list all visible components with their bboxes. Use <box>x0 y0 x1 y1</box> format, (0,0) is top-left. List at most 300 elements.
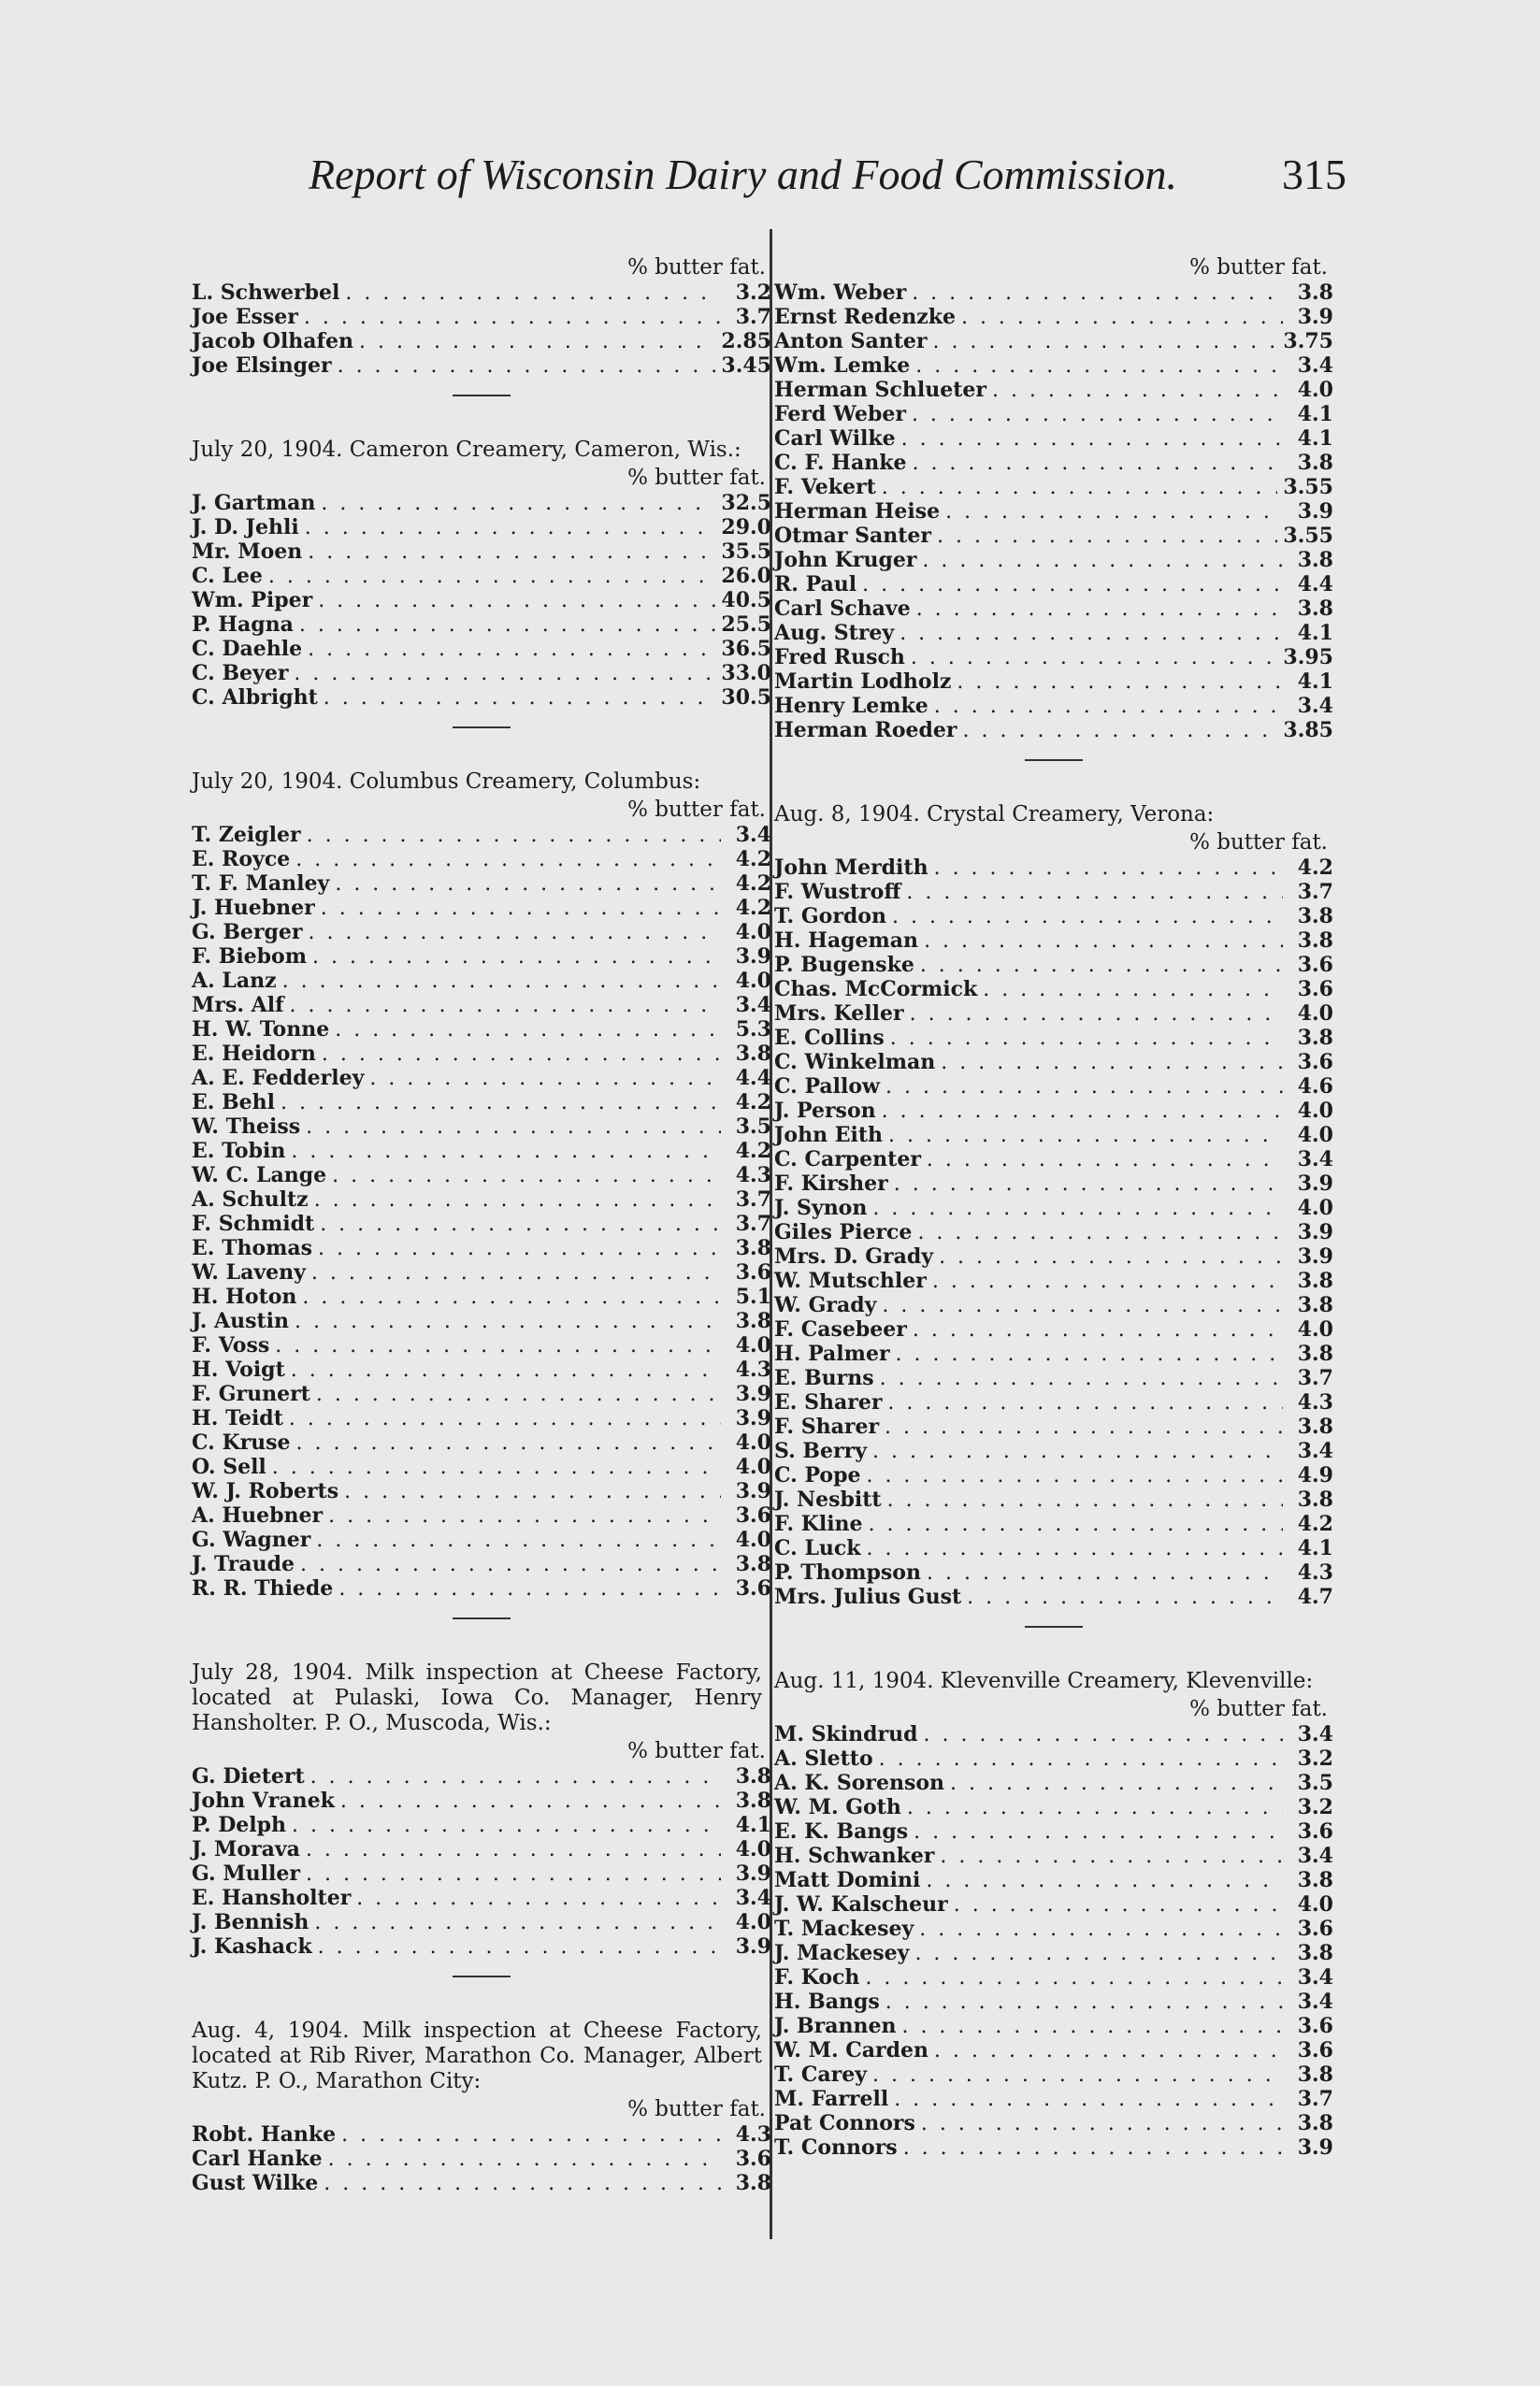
dot-leader <box>888 1124 1283 1148</box>
butter-fat-value: 3.5 <box>1297 1771 1333 1795</box>
dot-leader <box>967 1586 1283 1610</box>
patron-name: E. Tobin <box>192 1139 286 1163</box>
butter-fat-value: 3.4 <box>1297 353 1333 378</box>
patron-name: J. Brannen <box>774 2014 897 2038</box>
patron-row <box>192 353 771 378</box>
butter-fat-value: 3.9 <box>735 1382 771 1406</box>
dot-leader <box>912 281 1283 306</box>
dot-leader <box>894 1172 1283 1197</box>
patron-row <box>774 280 1333 305</box>
butter-fat-value: 30.5 <box>721 685 771 710</box>
patron-name: P. Hagna <box>192 612 294 637</box>
butter-fat-value: 4.0 <box>735 1528 771 1552</box>
report-section <box>192 769 771 1601</box>
patron-row <box>192 1789 771 1813</box>
patron-name: E. K. Bangs <box>774 1819 909 1844</box>
patron-name: Wm. Lemke <box>774 353 911 378</box>
patron-row <box>774 451 1333 475</box>
butter-fat-value: 3.4 <box>1297 1147 1333 1171</box>
patron-name: Jacob Olhafen <box>192 329 354 353</box>
patron-name: W. Theiss <box>192 1114 301 1139</box>
patron-row <box>774 426 1333 451</box>
patron-name: F. Wustroff <box>774 880 901 904</box>
patron-row <box>774 1771 1333 1795</box>
patron-row <box>192 1886 771 1910</box>
dot-leader <box>961 306 1283 330</box>
dot-leader <box>314 1188 721 1213</box>
patron-name: Martin Lodholz <box>774 669 952 694</box>
dot-leader <box>324 686 716 711</box>
patron-row <box>192 1934 771 1959</box>
patron-name: W. Mutschler <box>774 1269 927 1293</box>
patron-row <box>192 1260 771 1285</box>
patron-name: G. Wagner <box>192 1528 311 1552</box>
dot-leader <box>318 589 715 613</box>
patron-row <box>192 2171 771 2195</box>
dot-leader <box>291 1358 721 1383</box>
dot-leader <box>345 281 721 306</box>
patron-row <box>774 2087 1333 2111</box>
dot-leader <box>316 1383 721 1407</box>
patron-row <box>774 928 1333 953</box>
butter-fat-value: 4.4 <box>1297 572 1333 596</box>
dot-leader <box>887 1391 1283 1416</box>
patron-name: F. Vekert <box>774 475 876 499</box>
patron-name: Otmar Santer <box>774 524 931 548</box>
butter-fat-value: 36.5 <box>721 637 771 661</box>
patron-name: E. Burns <box>774 1366 874 1390</box>
butter-fat-value: 3.9 <box>735 944 771 969</box>
butter-fat-value: 5.1 <box>735 1285 771 1309</box>
butter-fat-value: 4.1 <box>1297 621 1333 645</box>
patron-name: F. Voss <box>192 1333 270 1358</box>
butter-fat-value: 3.6 <box>1297 2038 1333 2063</box>
patron-row <box>192 685 771 710</box>
dot-leader <box>992 379 1283 403</box>
butter-fat-value: 3.6 <box>735 1503 771 1528</box>
patron-name: W. C. Lange <box>192 1163 327 1187</box>
butter-fat-value: 3.8 <box>735 1552 771 1576</box>
patron-name: Carl Schave <box>774 596 911 621</box>
patron-name: A. K. Sorenson <box>774 1771 945 1795</box>
butter-fat-value: 3.8 <box>1297 1269 1333 1293</box>
dot-leader <box>308 540 715 565</box>
butter-fat-value: 3.8 <box>1297 451 1333 475</box>
dot-leader <box>900 622 1283 646</box>
patron-name: Gust Wilke <box>192 2171 319 2195</box>
patron-name: E. Royce <box>192 847 291 871</box>
dot-leader <box>890 1027 1283 1051</box>
patron-row <box>192 661 771 685</box>
butter-fat-value: 3.8 <box>735 1789 771 1813</box>
patron-row <box>774 880 1333 904</box>
patron-row <box>774 1941 1333 1965</box>
butter-fat-value: 40.5 <box>721 588 771 612</box>
patron-row <box>192 1139 771 1163</box>
dot-leader <box>934 856 1283 881</box>
patron-name: C. Pallow <box>774 1074 880 1099</box>
patron-row <box>774 1965 1333 1990</box>
patron-row <box>192 920 771 944</box>
patron-row <box>192 1358 771 1382</box>
dot-leader <box>300 1553 721 1577</box>
patron-name: H. Hageman <box>774 928 919 953</box>
patron-row <box>774 1220 1333 1244</box>
left-column <box>192 252 771 2195</box>
butter-fat-value: 3.6 <box>735 1576 771 1601</box>
butter-fat-value: 3.8 <box>735 2171 771 2195</box>
patron-row <box>192 1528 771 1552</box>
dot-leader <box>865 1966 1283 1991</box>
patron-row <box>774 499 1333 524</box>
dot-leader <box>885 1416 1283 1440</box>
patron-name: Aug. Strey <box>774 621 895 645</box>
patron-row <box>774 548 1333 572</box>
section-separator <box>1025 759 1083 761</box>
patron-name: Mrs. Julius Gust <box>774 1585 962 1609</box>
patron-name: Wm. Piper <box>192 588 313 612</box>
butter-fat-value: 3.8 <box>735 1042 771 1066</box>
dot-leader <box>332 1164 721 1188</box>
dot-leader <box>885 1075 1283 1100</box>
butter-fat-value: 3.9 <box>1297 1244 1333 1269</box>
patron-name: A. Schultz <box>192 1187 309 1212</box>
dot-leader <box>901 2015 1283 2039</box>
patron-row <box>774 1099 1333 1123</box>
butter-fat-value: 3.55 <box>1283 524 1333 548</box>
dot-leader <box>894 2088 1283 2112</box>
patron-name: Giles Pierce <box>774 1220 913 1244</box>
dot-leader <box>306 1838 721 1862</box>
patron-name: C. Lee <box>192 564 263 588</box>
patron-name: C. Albright <box>192 685 318 710</box>
patron-row <box>192 1813 771 1837</box>
patron-row <box>192 1503 771 1528</box>
patron-row <box>192 969 771 993</box>
butter-fat-value: 4.0 <box>735 969 771 993</box>
dot-leader <box>872 1197 1283 1221</box>
patron-row <box>192 1455 771 1479</box>
patron-row <box>192 539 771 564</box>
patron-row <box>192 1236 771 1260</box>
patron-name: W. M. Carden <box>774 2038 928 2063</box>
patron-row <box>774 1868 1333 1892</box>
butter-fat-value: 4.3 <box>735 2122 771 2147</box>
patron-row <box>774 1819 1333 1844</box>
patron-name: F. Biebom <box>192 944 308 969</box>
patron-name: Robt. Hanke <box>192 2122 337 2147</box>
dot-leader <box>922 549 1283 573</box>
patron-name: J. W. Kalscheur <box>774 1892 948 1917</box>
butter-fat-value: 4.0 <box>1297 1123 1333 1147</box>
dot-leader <box>308 921 721 945</box>
butter-fat-value: 3.8 <box>1297 2063 1333 2087</box>
patron-name: W. Grady <box>774 1293 877 1317</box>
butter-fat-value: 3.8 <box>1297 904 1333 928</box>
patron-name: Ferd Weber <box>774 402 906 426</box>
dot-leader <box>338 354 716 379</box>
dot-leader <box>292 1814 721 1838</box>
dot-leader <box>340 1790 721 1814</box>
patron-row <box>192 1066 771 1090</box>
butter-fat-value: 3.8 <box>1297 596 1333 621</box>
butter-fat-value: 3.9 <box>1297 1171 1333 1196</box>
dot-leader <box>304 306 721 330</box>
dot-leader <box>950 1772 1283 1796</box>
butter-fat-value: 3.7 <box>735 305 771 329</box>
dot-leader <box>295 1310 721 1334</box>
dot-leader <box>921 2112 1283 2136</box>
patron-name: A. Sletto <box>774 1746 873 1771</box>
butter-fat-value: 32.5 <box>721 491 771 515</box>
butter-fat-value: 4.0 <box>735 920 771 944</box>
patron-name: J. Nesbitt <box>774 1488 882 1512</box>
patron-row <box>774 2111 1333 2135</box>
butter-fat-value: 3.6 <box>1297 1819 1333 1844</box>
section-heading: July 20, 1904. Cameron Creamery, Cameron, Wis.: <box>192 438 741 462</box>
patron-name: C. Daehle <box>192 637 303 661</box>
patron-row <box>774 1074 1333 1099</box>
butter-fat-value: 4.0 <box>735 1333 771 1358</box>
butter-fat-value: 3.2 <box>1297 1795 1333 1819</box>
patron-row <box>192 305 771 329</box>
patron-row <box>774 669 1333 694</box>
page-number: 315 <box>1282 151 1346 198</box>
butter-fat-value: 4.3 <box>1297 1560 1333 1585</box>
patron-row <box>774 1512 1333 1536</box>
butter-fat-value: 3.8 <box>735 1764 771 1789</box>
patron-name: Herman Roeder <box>774 718 957 742</box>
dot-leader <box>945 500 1283 525</box>
patron-name: P. Bugenske <box>774 953 914 977</box>
butter-fat-value: 3.8 <box>1297 280 1333 305</box>
dot-leader <box>318 1237 721 1261</box>
patron-name: J. Mackesey <box>774 1941 910 1965</box>
patron-row <box>774 1463 1333 1488</box>
patron-row <box>774 475 1333 499</box>
dot-leader <box>291 1140 721 1164</box>
dot-leader <box>924 929 1283 954</box>
patron-row <box>774 694 1333 718</box>
dot-leader <box>369 1067 721 1091</box>
patron-name: J. Huebner <box>192 896 315 920</box>
dot-leader <box>940 1845 1283 1869</box>
dot-leader <box>927 1561 1283 1586</box>
patron-name: C. F. Hanke <box>774 451 907 475</box>
patron-row <box>774 1585 1333 1609</box>
dot-leader <box>954 1893 1283 1918</box>
patron-name: Herman Heise <box>774 499 941 524</box>
patron-row <box>192 1430 771 1455</box>
dot-leader <box>306 1115 721 1140</box>
patron-row <box>192 564 771 588</box>
patron-row <box>192 2122 771 2147</box>
patron-row <box>774 645 1333 669</box>
dot-leader <box>901 427 1283 452</box>
patron-row <box>774 1390 1333 1415</box>
dot-leader <box>934 695 1283 719</box>
patron-name: C. Carpenter <box>774 1147 921 1171</box>
patron-row <box>192 2147 771 2171</box>
right-column <box>774 252 1333 2160</box>
report-section <box>774 254 1333 742</box>
butter-fat-value: 3.4 <box>1297 1844 1333 1868</box>
patron-name: John Merdith <box>774 855 928 880</box>
butter-fat-value: 4.0 <box>735 1837 771 1861</box>
butter-fat-value: 5.3 <box>735 1017 771 1042</box>
butter-fat-value: 3.8 <box>1297 1026 1333 1050</box>
patron-name: Herman Schlueter <box>774 378 986 402</box>
butter-fat-value: 3.6 <box>1297 977 1333 1001</box>
patron-name: H. Palmer <box>774 1342 890 1366</box>
patron-row <box>774 977 1333 1001</box>
patron-row <box>192 1285 771 1309</box>
patron-name: E. Sharer <box>774 1390 883 1415</box>
patron-name: C. Winkelman <box>774 1050 936 1074</box>
butter-fat-value: 3.8 <box>1297 1941 1333 1965</box>
butter-fat-value: 4.2 <box>1297 1512 1333 1536</box>
patron-row <box>774 1244 1333 1269</box>
patron-name: J. Traude <box>192 1552 295 1576</box>
dot-leader <box>321 492 715 516</box>
butter-fat-value: 3.95 <box>1283 645 1333 669</box>
dot-leader <box>356 1887 721 1911</box>
patron-row <box>774 1795 1333 1819</box>
patron-name: Fred Rusch <box>774 645 905 669</box>
column-unit-label: % butter fat. <box>627 798 766 822</box>
patron-name: T. Zeigler <box>192 823 301 847</box>
section-separator <box>453 1617 511 1619</box>
dot-leader <box>296 1431 721 1456</box>
dot-leader <box>290 994 721 1018</box>
patron-name: Henry Lemke <box>774 694 928 718</box>
patron-row <box>192 637 771 661</box>
dot-leader <box>289 1407 721 1431</box>
patron-name: R. Paul <box>774 572 857 596</box>
dot-leader <box>934 2039 1283 2063</box>
butter-fat-value: 4.0 <box>735 1455 771 1479</box>
patron-row <box>774 572 1333 596</box>
dot-leader <box>302 1286 721 1310</box>
dot-leader <box>887 1488 1283 1513</box>
section-separator <box>1025 1626 1083 1628</box>
butter-fat-value: 3.6 <box>1297 2014 1333 2038</box>
butter-fat-value: 3.8 <box>735 1309 771 1333</box>
dot-leader <box>882 1100 1283 1124</box>
butter-fat-value: 3.6 <box>735 1260 771 1285</box>
butter-fat-value: 4.2 <box>1297 855 1333 880</box>
butter-fat-value: 29.0 <box>721 515 771 539</box>
patron-row <box>774 2063 1333 2087</box>
patron-name: J. Synon <box>774 1196 868 1220</box>
butter-fat-value: 4.0 <box>1297 1196 1333 1220</box>
butter-fat-value: 4.0 <box>1297 1001 1333 1026</box>
dot-leader <box>983 978 1283 1002</box>
dot-leader <box>903 2136 1283 2161</box>
patron-row <box>192 1910 771 1934</box>
patron-name: F. Koch <box>774 1965 860 1990</box>
patron-name: H. Bangs <box>774 1990 880 2014</box>
report-section <box>192 254 771 378</box>
patron-name: P. Thompson <box>774 1560 921 1585</box>
patron-row <box>774 1342 1333 1366</box>
patron-row <box>774 1746 1333 1771</box>
patron-row <box>192 847 771 871</box>
dot-leader <box>307 824 721 848</box>
patron-row <box>774 1366 1333 1390</box>
patron-name: W. Laveny <box>192 1260 306 1285</box>
column-unit-label: % butter fat. <box>627 466 766 490</box>
dot-leader <box>328 1504 721 1529</box>
patron-row <box>192 993 771 1017</box>
column-unit-label: % butter fat. <box>627 2097 766 2121</box>
column-unit-label: % butter fat. <box>1189 255 1328 280</box>
patron-row <box>774 1560 1333 1585</box>
patron-row <box>192 1837 771 1861</box>
butter-fat-value: 26.0 <box>721 564 771 588</box>
butter-fat-value: 3.5 <box>735 1114 771 1139</box>
patron-row <box>192 823 771 847</box>
butter-fat-value: 4.3 <box>735 1358 771 1382</box>
patron-name: Joe Elsinger <box>192 353 332 378</box>
section-separator <box>453 395 511 396</box>
patron-name: H. Schwanker <box>774 1844 935 1868</box>
patron-row <box>774 1001 1333 1026</box>
butter-fat-value: 3.2 <box>735 280 771 305</box>
patron-row <box>774 1722 1333 1746</box>
patron-name: E. Hansholter <box>192 1886 352 1910</box>
butter-fat-value: 3.8 <box>1297 1342 1333 1366</box>
patron-row <box>192 280 771 305</box>
patron-row <box>774 1147 1333 1171</box>
butter-fat-value: 3.7 <box>735 1212 771 1236</box>
report-section <box>192 438 771 710</box>
patron-row <box>774 855 1333 880</box>
section-separator <box>453 1976 511 1977</box>
butter-fat-value: 3.4 <box>1297 1722 1333 1746</box>
patron-row <box>774 1990 1333 2014</box>
dot-leader <box>941 1051 1283 1075</box>
patron-row <box>774 2014 1333 2038</box>
patron-name: Matt Domini <box>774 1868 921 1892</box>
patron-name: G. Muller <box>192 1861 300 1886</box>
patron-name: John Vranek <box>192 1789 335 1813</box>
patron-name: E. Thomas <box>192 1236 313 1260</box>
patron-row <box>774 1123 1333 1147</box>
patron-row <box>192 588 771 612</box>
patron-name: E. Collins <box>774 1026 885 1050</box>
dot-leader <box>957 670 1283 695</box>
patron-name: T. Gordon <box>774 904 886 928</box>
dot-leader <box>906 881 1283 905</box>
page-header <box>309 150 1346 215</box>
patron-name: T. Carey <box>774 2063 867 2087</box>
butter-fat-value: 2.85 <box>721 329 771 353</box>
butter-fat-value: 3.9 <box>735 1861 771 1886</box>
patron-name: Ernst Redenzke <box>774 305 956 329</box>
patron-row <box>774 953 1333 977</box>
patron-row <box>774 2038 1333 2063</box>
butter-fat-value: 3.6 <box>1297 1050 1333 1074</box>
patron-row <box>774 2135 1333 2160</box>
patron-row <box>774 1317 1333 1342</box>
dot-leader <box>963 719 1278 743</box>
patron-row <box>774 596 1333 621</box>
patron-name: T. F. Manley <box>192 871 330 896</box>
section-heading: Aug. 4, 1904. Milk inspection at Cheese Factory, located at Rib River, Marathon Co. Manager, Albert Kutz. P. O., Marathon City: <box>192 2019 762 2093</box>
dot-leader <box>926 1869 1283 1893</box>
dot-leader <box>310 1765 721 1790</box>
